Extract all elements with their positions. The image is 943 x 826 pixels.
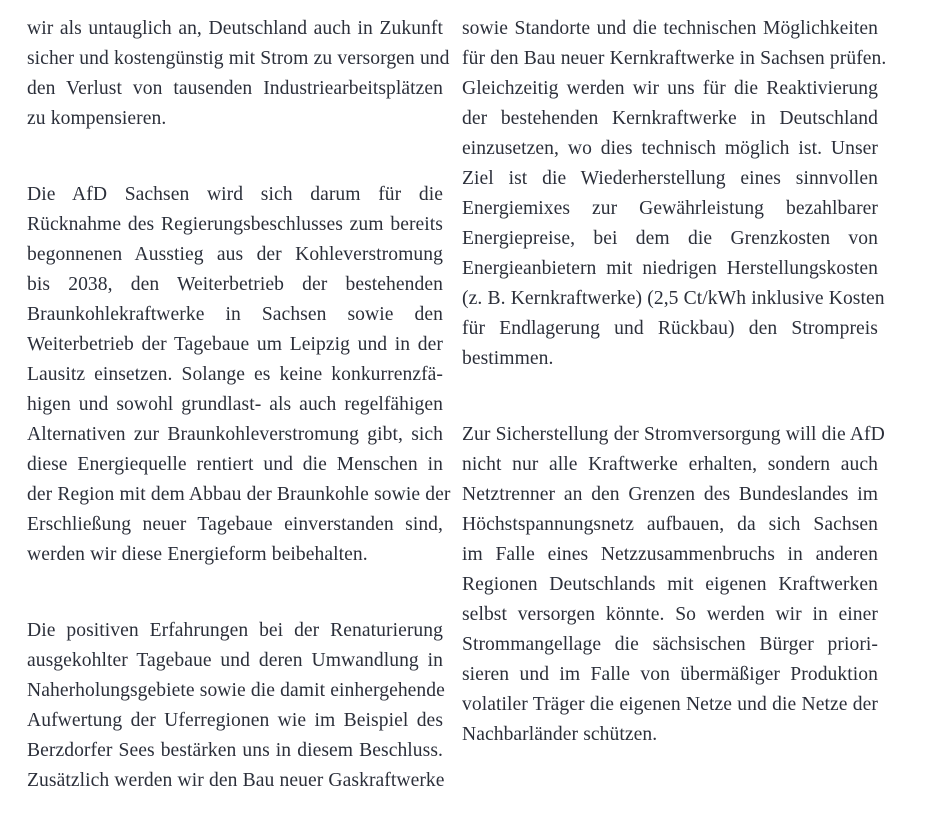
text-line: selbst versorgen könnte. So werden wir in einer [462, 604, 878, 625]
text-line: Energiemixes zur Gewährleistung bezahlbarer [462, 198, 878, 219]
text-line: Aufwertung der Uferregionen wie im Beispiel des [27, 710, 443, 731]
paragraph [27, 180, 451, 600]
text-line: den Verlust von tausenden Industriearbeitsplätzen [27, 78, 443, 99]
text-line: Erschließung neuer Tagebaue einverstanden sind, [27, 514, 443, 535]
text-line: Zusätzlich werden wir den Bau neuer Gaskraftwerke [27, 770, 445, 791]
text-line: volatiler Träger die eigenen Netze und die Netze der [462, 694, 878, 715]
text-line: Lausitz einsetzen. Solange es keine konkurrenzfä- [27, 364, 443, 385]
text-line: Naherholungsgebiete sowie die damit einhergehende [27, 680, 445, 701]
text-line: Zur Sicherstellung der Stromversorgung will die AfD [462, 424, 885, 445]
text-line: wir als untauglich an, Deutschland auch in Zukunft [27, 18, 443, 39]
text-line: Energieanbietern mit niedrigen Herstellungskosten [462, 258, 878, 279]
text-line: sieren und im Falle von übermäßiger Produktion [462, 664, 878, 685]
text-line: Berzdorfer Sees bestärken uns in diesem Beschluss. [27, 740, 443, 761]
paragraph [27, 14, 450, 164]
text-line: der Region mit dem Abbau der Braunkohle sowie der [27, 484, 451, 505]
text-line: einzusetzen, wo dies technisch möglich ist. Unser [462, 138, 878, 159]
text-line: (z. B. Kernkraftwerke) (2,5 Ct/kWh inklusive Kosten [462, 288, 885, 309]
text-line: ausgekohlter Tagebaue und deren Umwandlung in [27, 650, 443, 671]
text-line: Alternativen zur Braunkohleverstromung gibt, sich [27, 424, 443, 445]
two-column-text-body [27, 14, 887, 826]
text-line: sowie Standorte und die technischen Möglichkeiten [462, 18, 878, 39]
text-line: zu kompensieren. [27, 108, 167, 129]
text-line: sicher und kostengünstig mit Strom zu versorgen und [27, 48, 450, 69]
text-line: für den Bau neuer Kernkraftwerke in Sachsen prüfen. [462, 48, 887, 69]
left-column [27, 14, 451, 826]
text-line: Energiepreise, bei dem die Grenzkosten von [462, 228, 878, 249]
text-line: Die AfD Sachsen wird sich darum für die [27, 184, 443, 205]
text-line: Netztrenner an den Grenzen des Bundeslandes im [462, 484, 878, 505]
text-line: der bestehenden Kernkraftwerke in Deutschland [462, 108, 878, 129]
text-line: bis 2038, den Weiterbetrieb der bestehenden [27, 274, 443, 295]
text-line: Die positiven Erfahrungen bei der Renaturierung [27, 620, 443, 641]
text-line: nicht nur alle Kraftwerke erhalten, sondern auch [462, 454, 878, 475]
text-line: Ziel ist die Wiederherstellung eines sinnvollen [462, 168, 878, 189]
text-line: diese Energiequelle rentiert und die Menschen in [27, 454, 443, 475]
text-line: für Endlagerung und Rückbau) den Strompreis [462, 318, 878, 339]
text-line: begonnenen Ausstieg aus der Kohleverstromung [27, 244, 443, 265]
paragraph [27, 616, 443, 826]
text-line: Rücknahme des Regierungsbeschlusses zum bereits [27, 214, 443, 235]
right-column [462, 14, 887, 780]
text-line: Regionen Deutschlands mit eigenen Kraftwerken [462, 574, 878, 595]
text-line: werden wir diese Energieform beibehalten. [27, 544, 368, 565]
paragraph [462, 14, 887, 404]
paragraph [462, 420, 885, 780]
text-line: Strommangellage die sächsischen Bürger priori- [462, 634, 878, 655]
text-line: Höchstspannungsnetz aufbauen, da sich Sachsen [462, 514, 878, 535]
text-line: Weiterbetrieb der Tagebaue um Leipzig und in der [27, 334, 443, 355]
text-line: higen und sowohl grundlast- als auch regelfähigen [27, 394, 443, 415]
text-line: im Falle eines Netzzusammenbruchs in anderen [462, 544, 878, 565]
text-line: Braunkohlekraftwerke in Sachsen sowie den [27, 304, 443, 325]
text-line: Nachbarländer schützen. [462, 724, 658, 745]
text-line: bestimmen. [462, 348, 554, 369]
text-line: Gleichzeitig werden wir uns für die Reaktivierung [462, 78, 878, 99]
